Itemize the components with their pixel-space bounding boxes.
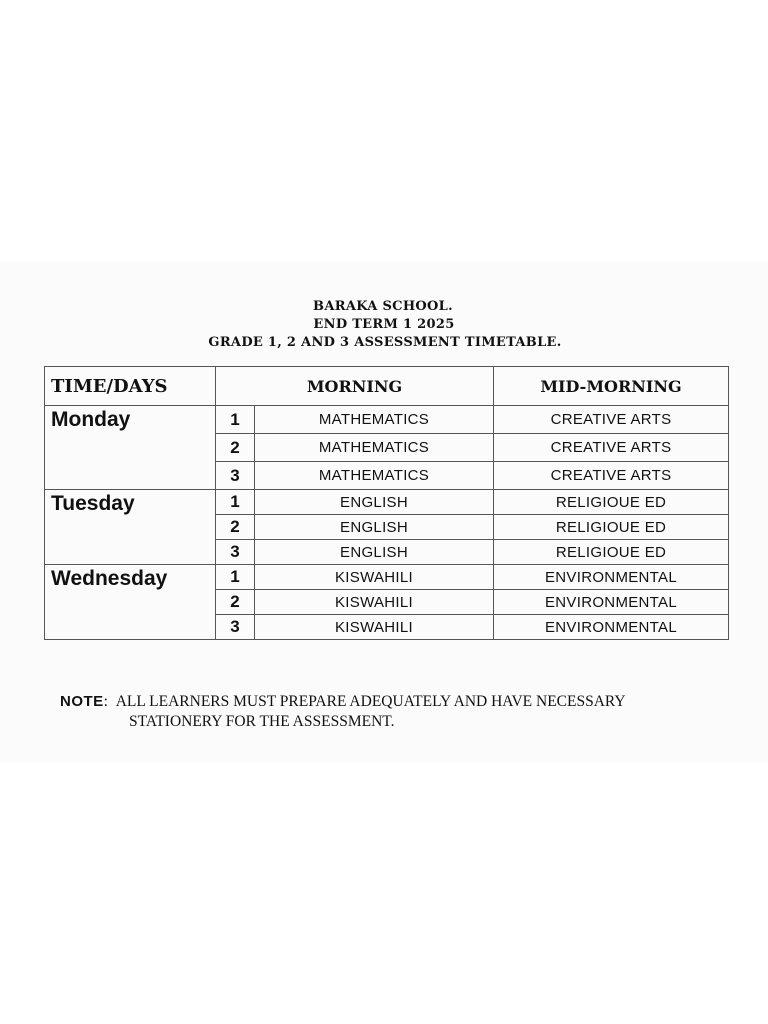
table-row (45, 490, 729, 515)
day-cell-tuesday: Tuesday (45, 490, 216, 565)
mid-morning-subject: CREATIVE ARTS (494, 434, 729, 462)
mid-morning-subject: ENVIRONMENTAL (494, 615, 729, 640)
grade-cell: 1 (216, 406, 255, 434)
morning-subject: ENGLISH (255, 515, 494, 540)
grade-cell: 2 (216, 515, 255, 540)
mid-morning-subject: CREATIVE ARTS (494, 462, 729, 490)
morning-subject: MATHEMATICS (255, 434, 494, 462)
column-header-morning: MORNING (216, 367, 494, 406)
grade-cell: 1 (216, 490, 255, 515)
day-cell-monday: Monday (45, 406, 216, 490)
table-row (45, 406, 729, 434)
grade-cell: 2 (216, 434, 255, 462)
grade-cell: 3 (216, 540, 255, 565)
timetable-title: GRADE 1, 2 AND 3 ASSESSMENT TIMETABLE. (208, 335, 562, 350)
assessment-timetable (44, 366, 729, 640)
school-name: BARAKA SCHOOL. (313, 299, 453, 314)
mid-morning-subject: ENVIRONMENTAL (494, 590, 729, 615)
note-text-line-1: ALL LEARNERS MUST PREPARE ADEQUATELY AND HAVE NECESSARY (115, 693, 626, 710)
mid-morning-subject: ENVIRONMENTAL (494, 565, 729, 590)
table-header-row (45, 367, 729, 406)
morning-subject: KISWAHILI (255, 590, 494, 615)
note-colon: : (103, 693, 108, 710)
column-header-mid-morning: MID-MORNING (494, 367, 729, 406)
term-label: END TERM 1 2025 (313, 317, 455, 332)
document-header (0, 298, 768, 352)
note-text-line-2: STATIONERY FOR THE ASSESSMENT. (129, 713, 395, 730)
mid-morning-subject: RELIGIOUE ED (494, 490, 729, 515)
grade-cell: 3 (216, 462, 255, 490)
note-label: NOTE (60, 693, 104, 710)
day-cell-wednesday: Wednesday (45, 565, 216, 640)
morning-subject: MATHEMATICS (255, 406, 494, 434)
morning-subject: KISWAHILI (255, 565, 494, 590)
morning-subject: KISWAHILI (255, 615, 494, 640)
morning-subject: MATHEMATICS (255, 462, 494, 490)
grade-cell: 3 (216, 615, 255, 640)
note-block (60, 692, 740, 732)
grade-cell: 2 (216, 590, 255, 615)
mid-morning-subject: RELIGIOUE ED (494, 540, 729, 565)
column-header-time-days: TIME/DAYS (45, 367, 216, 406)
morning-subject: ENGLISH (255, 540, 494, 565)
mid-morning-subject: CREATIVE ARTS (494, 406, 729, 434)
morning-subject: ENGLISH (255, 490, 494, 515)
grade-cell: 1 (216, 565, 255, 590)
table-row (45, 565, 729, 590)
mid-morning-subject: RELIGIOUE ED (494, 515, 729, 540)
